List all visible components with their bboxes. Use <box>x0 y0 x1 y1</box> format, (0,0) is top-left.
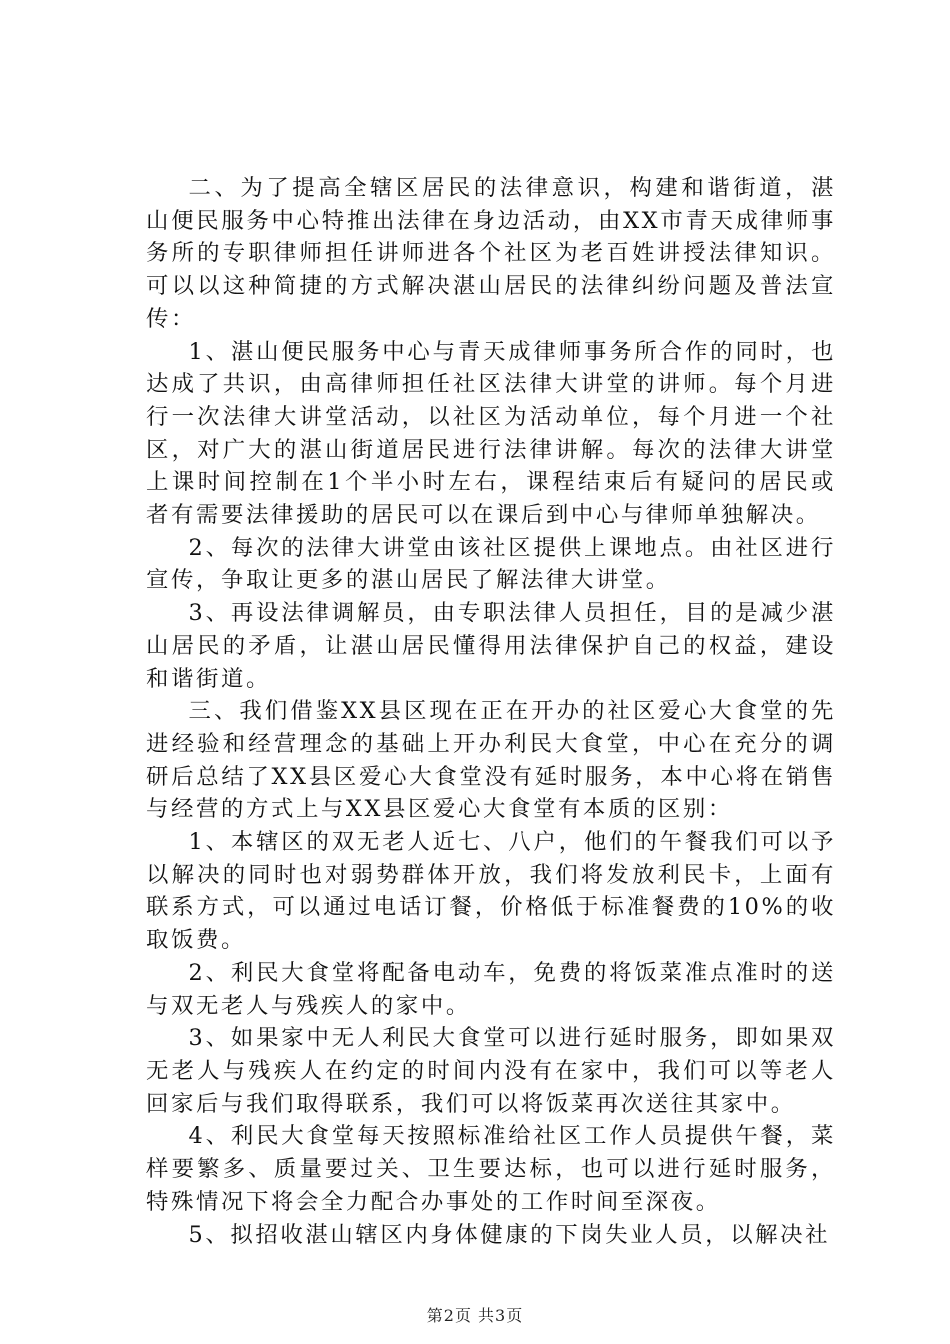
paragraph-lecture-venue: 2、每次的法律大讲堂由该社区提供上课地点。由社区进行宣传，争取让更多的湛山居民了解法律大讲堂。 <box>146 534 836 594</box>
paragraph-law-lecture-cooperation: 1、湛山便民服务中心与青天成律师事务所合作的同时，也达成了共识，由高律师担任社区法律大讲堂的讲师。每个月进行一次法律大讲堂活动，以社区为活动单位，每个月进一个社区，对广大的湛山街道居民进行法律讲解。每次的法律大讲堂上课时间控制在1个半小时左右，课程结束后有疑问的居民或者有需要法律援助的居民可以在课后到中心与律师单独解决。 <box>146 338 836 529</box>
paragraph-hiring: 5、拟招收湛山辖区内身体健康的下岗失业人员，以解决社 <box>188 1221 831 1248</box>
paragraph-delayed-service: 3、如果家中无人利民大食堂可以进行延时服务，即如果双无老人与残疾人在约定的时间内没有在家中，我们可以等老人回家后与我们取得联系，我们可以将饭菜再次送往其家中。 <box>146 1025 836 1117</box>
paragraph-legal-initiative: 二、为了提高全辖区居民的法律意识，构建和谐街道，湛山便民服务中心特推出法律在身边活动，由XX市青天成律师事务所的专职律师担任讲师进各个社区为老百姓讲授法律知识。可以以这种简捷的方式解决湛山居民的法律纠纷问题及普法宣传： <box>146 175 836 332</box>
paragraph-meal-delivery: 2、利民大食堂将配备电动车，免费的将饭菜准点准时的送与双无老人与残疾人的家中。 <box>146 959 836 1019</box>
page-number-footer: 第2页 共3页 <box>426 1306 524 1325</box>
document-body <box>146 172 836 1251</box>
paragraph-staff-lunch: 4、利民大食堂每天按照标准给社区工作人员提供午餐，菜样要繁多、质量要过关、卫生要达标，也可以进行延时服务，特殊情况下将会全力配合办事处的工作时间至深夜。 <box>146 1123 836 1215</box>
paragraph-canteen-initiative: 三、我们借鉴XX县区现在正在开办的社区爱心大食堂的先进经验和经营理念的基础上开办利民大食堂，中心在充分的调研后总结了XX县区爱心大食堂没有延时服务，本中心将在销售与经营的方式上与XX县区爱心大食堂有本质的区别： <box>146 698 836 823</box>
paragraph-legal-mediator: 3、再设法律调解员，由专职法律人员担任，目的是减少湛山居民的矛盾，让湛山居民懂得用法律保护自己的权益，建设和谐街道。 <box>146 600 836 692</box>
paragraph-elderly-meals: 1、本辖区的双无老人近七、八户，他们的午餐我们可以予以解决的同时也对弱势群体开放，我们将发放利民卡，上面有联系方式，可以通过电话订餐，价格低于标准餐费的10%的收取饭费。 <box>146 829 836 954</box>
